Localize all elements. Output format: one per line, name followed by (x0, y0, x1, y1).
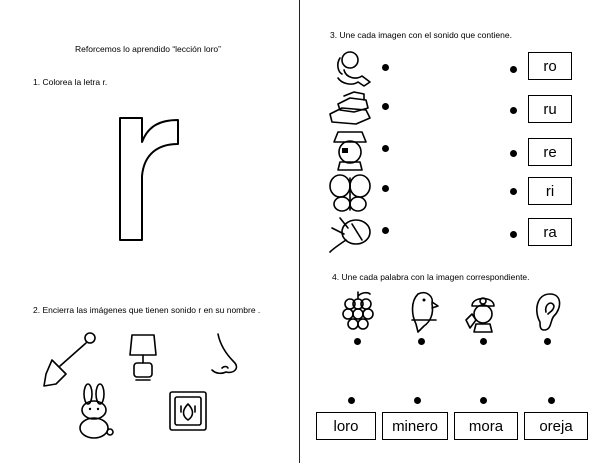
word-box[interactable]: loro (316, 412, 376, 440)
instruction-1: 1. Colorea la letra r. (33, 77, 108, 87)
match-dot-word-image[interactable] (544, 338, 551, 345)
match-dot-word[interactable] (548, 397, 555, 404)
match-dot-word-image[interactable] (480, 338, 487, 345)
match-dot-image[interactable] (382, 185, 389, 192)
match-dot-syllable[interactable] (510, 66, 517, 73)
match-dot-syllable[interactable] (510, 150, 517, 157)
match-dot-word-image[interactable] (418, 338, 425, 345)
pirate-icon[interactable] (326, 130, 374, 174)
syllable-box[interactable]: ri (528, 177, 572, 205)
page-divider (299, 0, 300, 463)
match-dot-word[interactable] (414, 397, 421, 404)
mermaid-icon[interactable] (326, 48, 374, 90)
match-dot-image[interactable] (382, 227, 389, 234)
big-letter-r[interactable] (112, 112, 184, 244)
matchbox-icon[interactable] (166, 388, 210, 434)
grapes-icon[interactable] (340, 290, 376, 334)
cockroach-icon[interactable] (326, 214, 374, 254)
worksheet-title: Reforcemos lo aprendido “lección loro” (75, 44, 221, 54)
match-dot-syllable[interactable] (510, 107, 517, 114)
match-dot-word[interactable] (480, 397, 487, 404)
match-dot-image[interactable] (382, 145, 389, 152)
match-dot-word[interactable] (348, 397, 355, 404)
lamp-icon[interactable] (126, 333, 160, 383)
match-dot-word-image[interactable] (354, 338, 361, 345)
instruction-3: 3. Une cada imagen con el sonido que contiene. (330, 30, 512, 40)
syllable-box[interactable]: re (528, 138, 572, 166)
miner-icon[interactable] (462, 290, 504, 334)
syllable-box[interactable]: ro (528, 52, 572, 80)
syllable-box[interactable]: ru (528, 95, 572, 123)
syllable-box[interactable]: ra (528, 218, 572, 246)
rabbit-icon[interactable] (72, 384, 116, 440)
match-dot-image[interactable] (382, 64, 389, 71)
ear-icon[interactable] (532, 290, 564, 334)
parrot-icon[interactable] (406, 290, 440, 334)
word-box[interactable]: oreja (524, 412, 588, 440)
gold-bars-icon[interactable] (326, 88, 374, 128)
butterfly-icon[interactable] (326, 170, 374, 214)
shovel-icon[interactable] (38, 330, 98, 388)
instruction-4: 4. Une cada palabra con la imagen correspondiente. (332, 272, 530, 282)
instruction-2: 2. Encierra las imágenes que tienen sonido r en su nombre . (33, 305, 261, 315)
match-dot-syllable[interactable] (510, 188, 517, 195)
match-dot-image[interactable] (382, 103, 389, 110)
word-box[interactable]: minero (382, 412, 448, 440)
nose-icon[interactable] (208, 332, 242, 378)
word-box[interactable]: mora (454, 412, 518, 440)
match-dot-syllable[interactable] (510, 231, 517, 238)
